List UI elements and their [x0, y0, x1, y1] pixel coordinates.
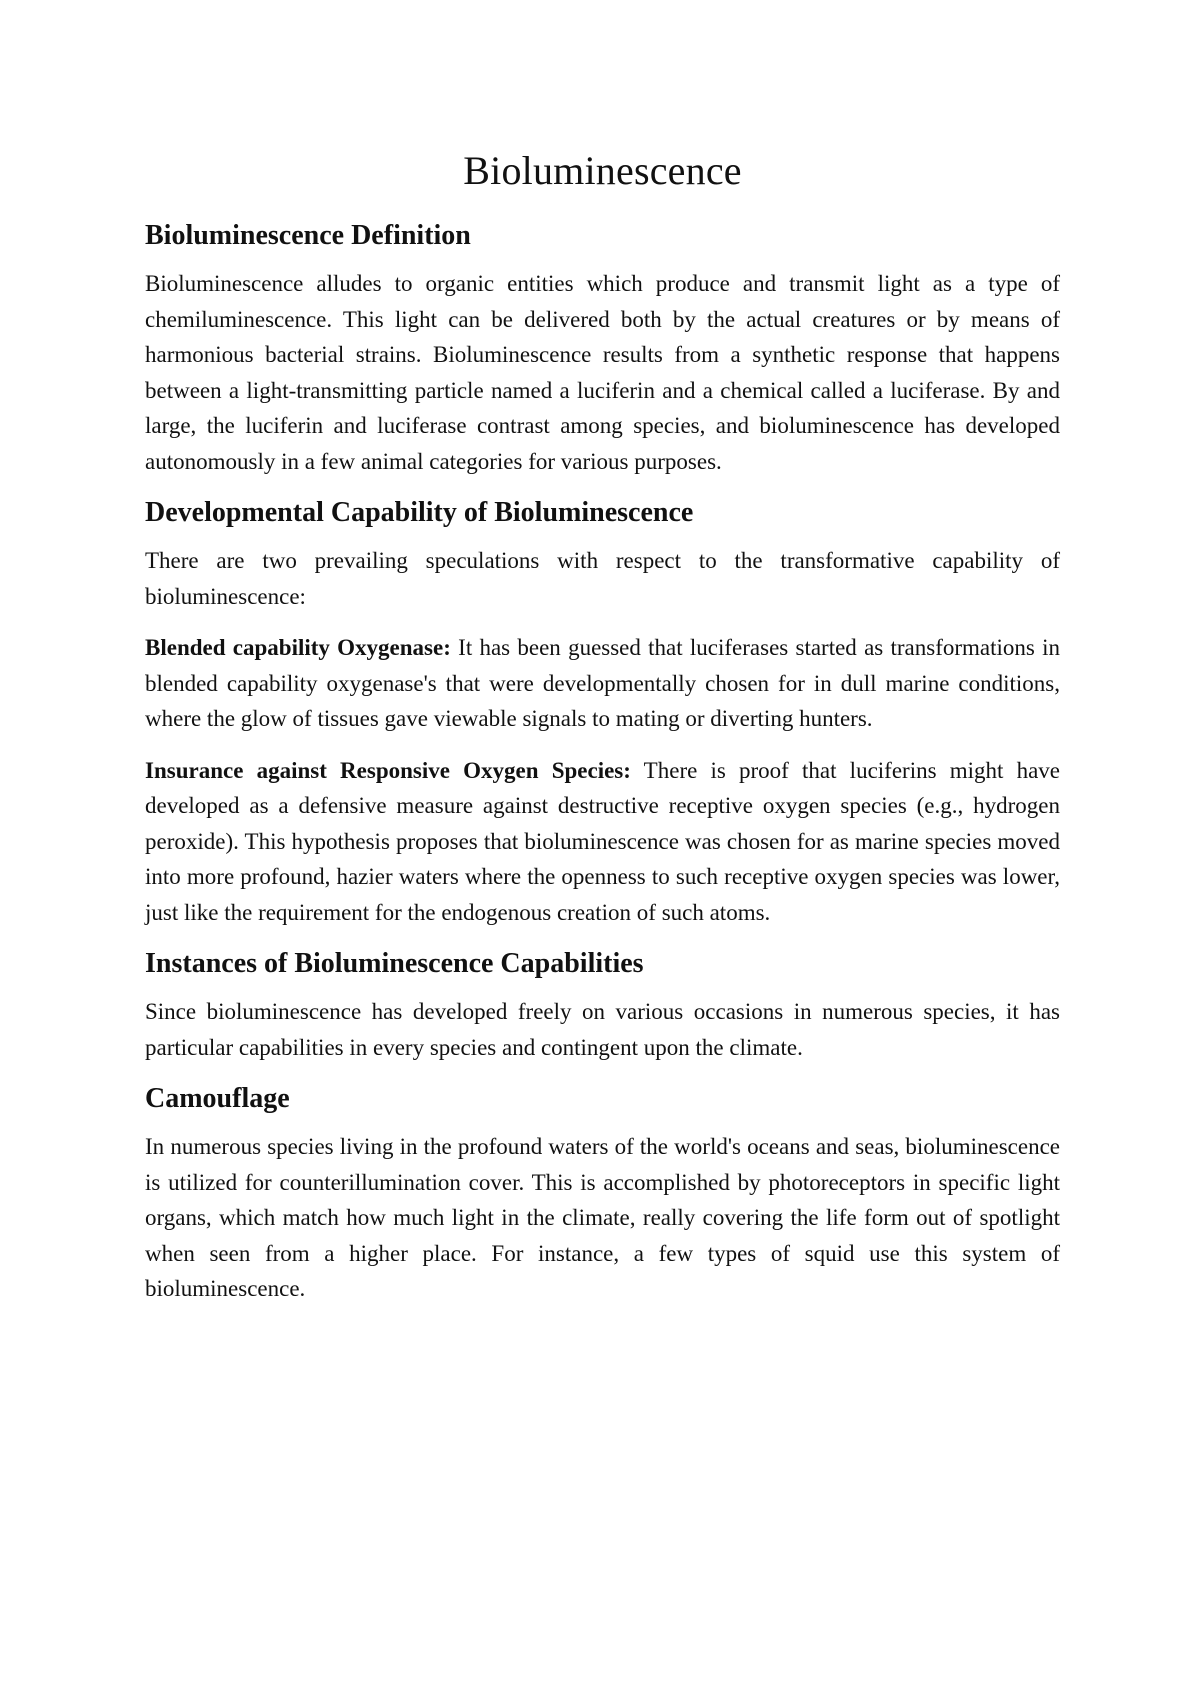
paragraph-lead: Blended capability Oxygenase: — [145, 635, 451, 660]
paragraph — [145, 266, 1060, 479]
paragraph-text: It has been guessed that luciferases started as transformations in blended capability oxygenase's that were developmentally chosen for in dull marine conditions, where the glow of tissues gave viewable signals to mating or diverting hunters. — [145, 635, 1061, 731]
paragraph-text: Since bioluminescence has developed freely on various occasions in numerous species, it has particular capabilities in every species and contingent upon the climate. — [145, 999, 1060, 1060]
section-heading: Camouflage — [145, 1083, 290, 1114]
section-heading: Developmental Capability of Bioluminescence — [145, 497, 694, 528]
section-instances — [145, 946, 1060, 1065]
paragraph-text: There are two prevailing speculations with respect to the transformative capability of bioluminescence: — [145, 548, 1060, 609]
document-body — [145, 146, 1060, 1323]
paragraph — [145, 543, 1060, 614]
section-camouflage — [145, 1081, 1060, 1307]
paragraph — [145, 994, 1060, 1065]
paragraph-text: Bioluminescence alludes to organic entities which produce and transmit light as a type of chemiluminescence. This light can be delivered both by the actual creatures or by means of harmonious bacterial strains. Bioluminescence results from a synthetic response that happens between a light-transmitting particle named a luciferin and a chemical called a luciferase. By and large, the luciferin and luciferase contrast among species, and bioluminescence has developed autonomously in a few animal categories for various purposes. — [145, 271, 1060, 474]
paragraph-lead: Insurance against Responsive Oxygen Species: — [145, 757, 631, 783]
paragraph — [145, 753, 1060, 931]
paragraph-text: There is proof that luciferins might have developed as a defensive measure against destructive receptive oxygen species (e.g., hydrogen peroxide). This hypothesis proposes that bioluminescence was chosen for as marine species moved into more profound, hazier waters where the openness to such receptive oxygen species was lower, just like the requirement for the endogenous creation of such atoms. — [145, 757, 1060, 925]
paragraph — [145, 1129, 1060, 1307]
section-developmental-capability — [145, 495, 1060, 930]
section-heading: Bioluminescence Definition — [145, 220, 471, 251]
section-definition — [145, 218, 1060, 479]
document-title: Bioluminescence — [463, 148, 742, 193]
paragraph-text: In numerous species living in the profound waters of the world's oceans and seas, bioluminescence is utilized for counterillumination cover. This is accomplished by photoreceptors in specific light organs, which match how much light in the climate, really covering the life form out of spotlight when seen from a higher place. For instance, a few types of squid use this system of bioluminescence. — [145, 1134, 1060, 1301]
section-heading: Instances of Bioluminescence Capabilities — [145, 948, 644, 979]
paragraph — [145, 630, 1060, 737]
